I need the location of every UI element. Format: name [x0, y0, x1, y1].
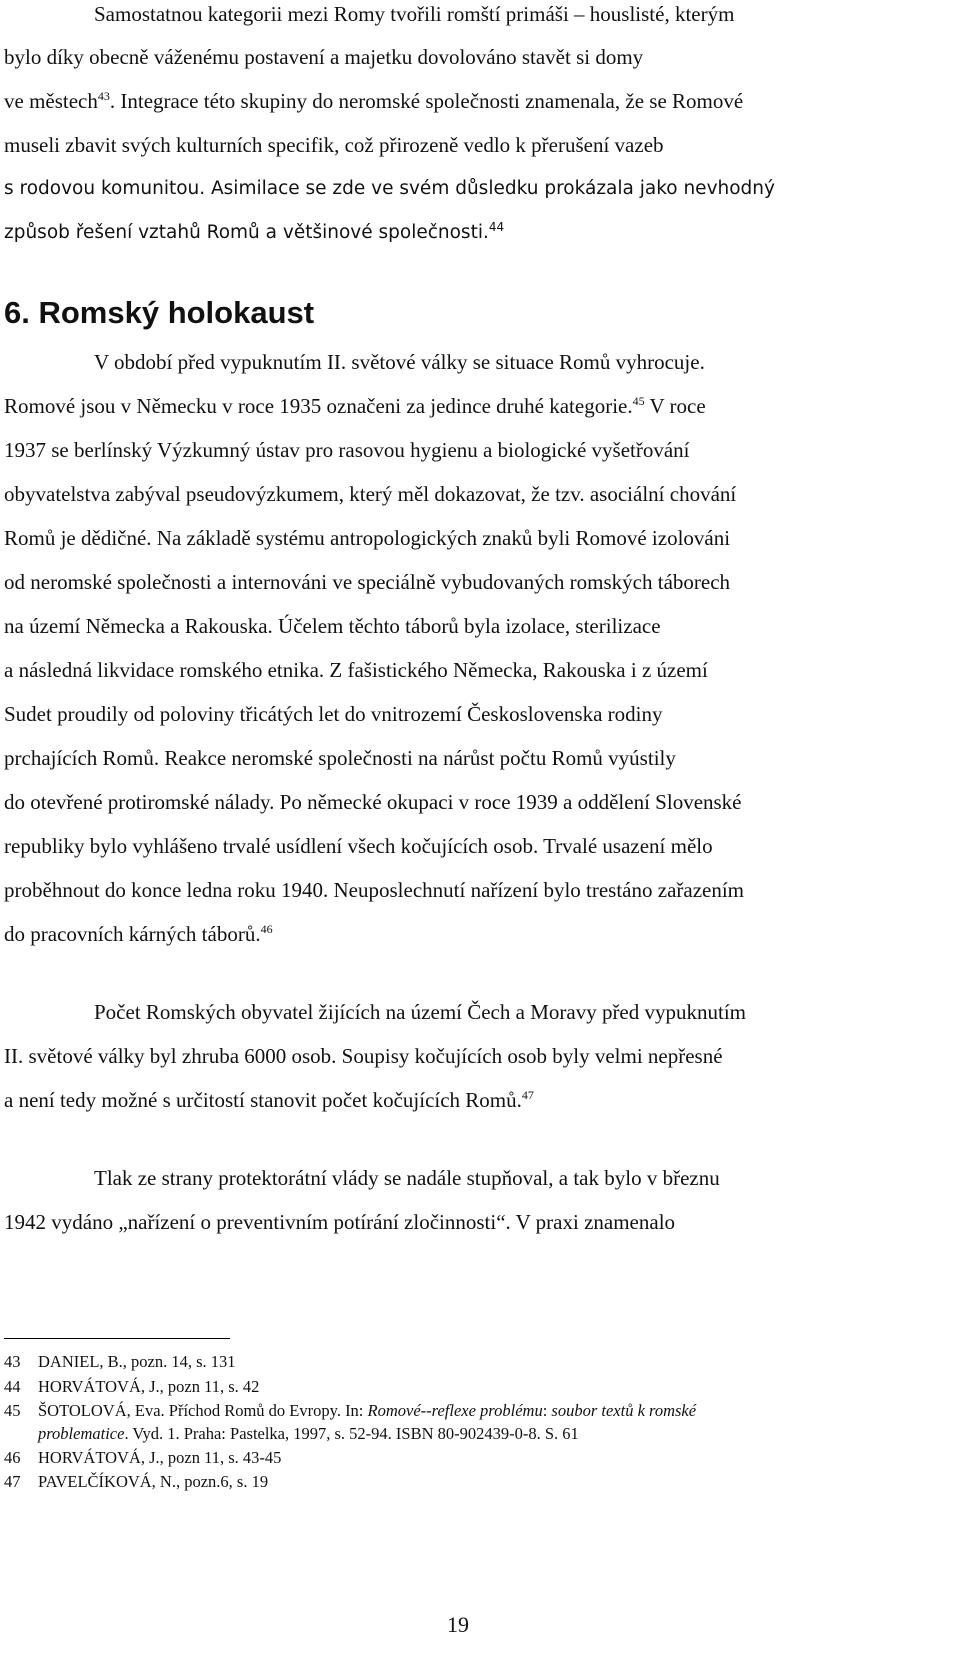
footnote-separator — [4, 1338, 230, 1339]
footnote-number: 47 — [4, 1472, 21, 1491]
footnote-ref-46: 46 — [260, 922, 273, 936]
footnote-45-continuation — [38, 1422, 579, 1446]
paragraph-2-line-13: proběhnout do konce ledna roku 1940. Neuposlechnutí nařízení bylo trestáno zařazením — [4, 878, 745, 902]
paragraph-2-line-8: a následná likvidace romského etnika. Z fašistického Německa, Rakouska i z území — [4, 658, 708, 682]
text-span: způsob řešení vztahů Romů a většinové společnosti. — [4, 222, 489, 243]
footnote-47 — [4, 1470, 268, 1494]
footnote-number: 46 — [4, 1448, 21, 1467]
footnote-text: . Vyd. 1. Praha: Pastelka, 1997, s. 52-94. ISBN 80-902439-0-8. S. 61 — [124, 1424, 579, 1443]
footnote-number: 43 — [4, 1352, 21, 1371]
footnote-text: PAVELČÍKOVÁ, N., pozn.6, s. 19 — [38, 1472, 269, 1491]
paragraph-2-line-3: 1937 se berlínský Výzkumný ústav pro rasovou hygienu a biologické vyšetřování — [4, 438, 690, 462]
footnote-44 — [4, 1375, 259, 1399]
text-span: Romové jsou v Německu v roce 1935 označeni za jedince druhé kategorie. — [4, 394, 633, 418]
footnote-number: 44 — [4, 1377, 21, 1396]
section-heading: 6. Romský holokaust — [4, 295, 315, 330]
paragraph-4-line-1: Tlak ze strany protektorátní vlády se nadále stupňoval, a tak bylo v březnu — [94, 1166, 720, 1190]
paragraph-1-line-6 — [4, 211, 504, 255]
text-span: a není tedy možné s určitostí stanovit počet kočujících Romů. — [4, 1088, 522, 1112]
paragraph-2-line-11: do otevřené protiromské nálady. Po německé okupaci v roce 1939 a oddělení Slovenské — [4, 790, 742, 814]
footnote-ref-47: 47 — [521, 1088, 534, 1102]
footnote-subtitle: soubor textů k romské — [551, 1401, 697, 1420]
footnote-ref-44: 44 — [488, 219, 505, 234]
footnote-text: HORVÁTOVÁ, J., pozn 11, s. 43-45 — [38, 1448, 282, 1467]
footnote-ref-45: 45 — [632, 394, 645, 408]
paragraph-1-line-2: bylo díky obecně váženému postavení a majetku dovolováno stavět si domy — [4, 45, 644, 69]
paragraph-2-line-12: republiky bylo vyhlášeno trvalé usídlení všech kočujících osob. Trvalé usazení mělo — [4, 834, 713, 858]
paragraph-3-line-3 — [4, 1078, 534, 1122]
paragraph-2-line-5: Romů je dědičné. Na základě systému antropologických znaků byli Romové izolováni — [4, 526, 731, 550]
paragraph-1-line-3 — [4, 79, 743, 123]
footnote-45 — [4, 1399, 696, 1423]
paragraph-4-line-2: 1942 vydáno „nařízení o preventivním potírání zločinnosti“. V praxi znamenalo — [4, 1210, 676, 1234]
paragraph-3-line-2: II. světové války byl zhruba 6000 osob. Soupisy kočujících osob byly velmi nepřesné — [4, 1044, 723, 1068]
paragraph-2-line-2 — [4, 384, 706, 428]
paragraph-3-line-1: Počet Romských obyvatel žijících na území Čech a Moravy před vypuknutím — [94, 1000, 747, 1024]
paragraph-2-line-6: od neromské společnosti a internováni ve speciálně vybudovaných romských táborech — [4, 570, 731, 594]
text-span: do pracovních kárných táborů. — [4, 922, 261, 946]
footnote-text: ŠOTOLOVÁ, Eva. Příchod Romů do Evropy. In: — [38, 1401, 368, 1420]
text-span: ve městech — [4, 89, 98, 113]
footnote-text: HORVÁTOVÁ, J., pozn 11, s. 42 — [38, 1377, 260, 1396]
footnote-ref-43: 43 — [97, 89, 110, 103]
page-number: 19 — [447, 1612, 469, 1637]
footnote-subtitle: problematice — [38, 1424, 125, 1443]
footnote-46 — [4, 1446, 281, 1470]
footnote-text: DANIEL, B., pozn. 14, s. 131 — [38, 1352, 236, 1371]
text-span: . Integrace této skupiny do neromské společnosti znamenala, že se Romové — [109, 89, 744, 113]
paragraph-2-line-1: V období před vypuknutím II. světové války se situace Romů vyhrocuje. — [94, 350, 705, 374]
footnote-43 — [4, 1350, 236, 1374]
text-span: V roce — [644, 394, 706, 418]
footnote-number: 45 — [4, 1401, 21, 1420]
paragraph-2-line-14 — [4, 912, 273, 956]
paragraph-2-line-9: Sudet proudily od poloviny třicátých let do vnitrozemí Československa rodiny — [4, 702, 663, 726]
paragraph-1-line-4: museli zbavit svých kulturních specifik, což přirozeně vedlo k přerušení vazeb — [4, 133, 664, 157]
paragraph-1-line-5: s rodovou komunitou. Asimilace se zde ve svém důsledku prokázala jako nevhodný — [4, 178, 775, 199]
footnote-title: Romové--reflexe problému — [367, 1401, 543, 1420]
paragraph-1-line-1: Samostatnou kategorii mezi Romy tvořili romští primáši – houslisté, kterým — [94, 2, 735, 26]
paragraph-2-line-4: obyvatelstva zabýval pseudovýzkumem, který měl dokazovat, že tzv. asociální chování — [4, 482, 737, 506]
paragraph-2-line-10: prchajících Romů. Reakce neromské společnosti na nárůst počtu Romů vyústily — [4, 746, 676, 770]
paragraph-2-line-7: na území Německa a Rakouska. Účelem těchto táborů byla izolace, sterilizace — [4, 614, 661, 638]
footnote-text: : — [542, 1401, 552, 1420]
